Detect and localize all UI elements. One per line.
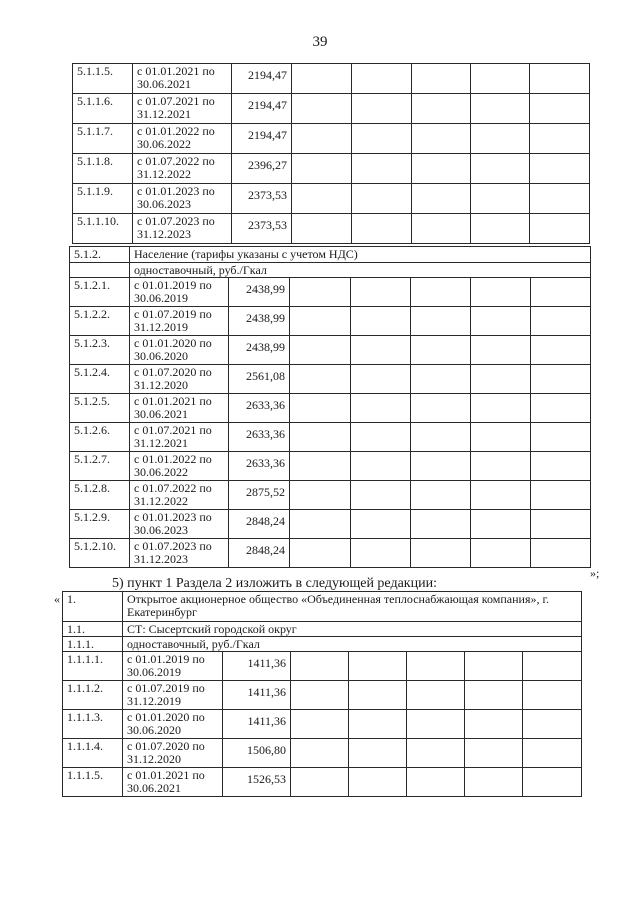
- empty-cell: [407, 681, 465, 710]
- empty-cell: [352, 154, 412, 184]
- row-period: с 01.01.2019 по 30.06.2019: [123, 652, 223, 681]
- empty-cell: [412, 154, 471, 184]
- empty-cell: [291, 652, 349, 681]
- row-code: 1.1.1.1.: [63, 652, 123, 681]
- table-row: [70, 510, 591, 539]
- table-row: [70, 423, 591, 452]
- empty-cell: [411, 423, 471, 452]
- empty-cell: [465, 652, 523, 681]
- table-row: [70, 307, 591, 336]
- empty-cell: [290, 394, 351, 423]
- row-value: 2561,08: [229, 365, 290, 394]
- empty-cell: [531, 307, 591, 336]
- table-row: [73, 184, 590, 214]
- empty-cell: [290, 452, 351, 481]
- empty-cell: [351, 365, 411, 394]
- row-code: 1.1.1.2.: [63, 681, 123, 710]
- row-code: 5.1.2.2.: [70, 307, 130, 336]
- tariff-table-5-1-2: [69, 246, 591, 568]
- row-period: с 01.07.2019 по 31.12.2019: [130, 307, 229, 336]
- table-row: [63, 652, 582, 681]
- header-code: 1.1.1.: [63, 637, 123, 652]
- row-period: с 01.01.2023 по 30.06.2023: [133, 184, 232, 214]
- empty-cell: [411, 307, 471, 336]
- empty-cell: [351, 307, 411, 336]
- row-period: с 01.07.2021 по 31.12.2021: [130, 423, 229, 452]
- empty-cell: [351, 452, 411, 481]
- table-row: [73, 214, 590, 244]
- empty-cell: [471, 94, 530, 124]
- empty-cell: [411, 365, 471, 394]
- empty-cell: [530, 94, 590, 124]
- section-subrow: [70, 263, 591, 278]
- row-value: 1411,36: [223, 681, 291, 710]
- table-row: [63, 710, 582, 739]
- row-code: 5.1.1.5.: [73, 64, 133, 94]
- row-value: 2373,53: [232, 214, 292, 244]
- empty-cell: [411, 394, 471, 423]
- empty-cell: [291, 710, 349, 739]
- empty-cell: [411, 336, 471, 365]
- empty-cell: [407, 652, 465, 681]
- empty-cell: [530, 124, 590, 154]
- table-row: [63, 768, 582, 797]
- table-row: [73, 64, 590, 94]
- header-code: 1.1.: [63, 622, 123, 637]
- header-label: Открытое акционерное общество «Объединенная теплоснабжающая компания», г. Екатеринбург: [123, 592, 582, 622]
- empty-cell: [292, 154, 352, 184]
- row-code: 5.1.2.3.: [70, 336, 130, 365]
- row-value: 2194,47: [232, 94, 292, 124]
- empty-cell: [530, 214, 590, 244]
- table-row: [63, 739, 582, 768]
- row-value: 2396,27: [232, 154, 292, 184]
- empty-cell: [411, 539, 471, 568]
- table-row: [63, 681, 582, 710]
- row-value: 1506,80: [223, 739, 291, 768]
- row-period: с 01.01.2023 по 30.06.2023: [130, 510, 229, 539]
- empty-cell: [349, 739, 407, 768]
- row-code: 5.1.2.1.: [70, 278, 130, 307]
- table-row: [70, 539, 591, 568]
- empty-cell: [523, 710, 582, 739]
- empty-cell: [530, 64, 590, 94]
- empty-cell: [290, 336, 351, 365]
- empty-cell: [471, 214, 530, 244]
- row-code: 1.1.1.5.: [63, 768, 123, 797]
- empty-cell: [471, 394, 531, 423]
- empty-cell: [465, 739, 523, 768]
- empty-cell: [292, 214, 352, 244]
- tariff-table-1: [62, 591, 582, 797]
- empty-cell: [471, 336, 531, 365]
- row-code: 1.1.1.4.: [63, 739, 123, 768]
- row-value: 2633,36: [229, 394, 290, 423]
- row-code: 5.1.2.4.: [70, 365, 130, 394]
- empty-cell: [291, 681, 349, 710]
- empty-cell: [290, 510, 351, 539]
- page-number: 39: [312, 34, 328, 50]
- empty-cell: [412, 94, 471, 124]
- empty-cell: [471, 64, 530, 94]
- table-row: [70, 336, 591, 365]
- empty-cell: [407, 710, 465, 739]
- row-period: с 01.01.2020 по 30.06.2020: [123, 710, 223, 739]
- empty-cell: [290, 539, 351, 568]
- table-row: [73, 154, 590, 184]
- empty-cell: [471, 278, 531, 307]
- row-period: с 01.07.2020 по 31.12.2020: [123, 739, 223, 768]
- empty-cell: [471, 452, 531, 481]
- empty-cell: [471, 365, 531, 394]
- row-value: 2633,36: [229, 423, 290, 452]
- row-code: 5.1.2.10.: [70, 539, 130, 568]
- table-row: [70, 365, 591, 394]
- row-code: 1.1.1.3.: [63, 710, 123, 739]
- empty-cell: [531, 365, 591, 394]
- empty-cell: [530, 154, 590, 184]
- section-sublabel: одноставочный, руб./Гкал: [130, 263, 591, 278]
- empty-cell: [351, 423, 411, 452]
- empty-cell: [351, 510, 411, 539]
- empty-cell: [407, 739, 465, 768]
- empty-cell: [290, 481, 351, 510]
- empty-cell: [465, 768, 523, 797]
- empty-cell: [349, 652, 407, 681]
- header-label: СТ: Сысертский городской округ: [123, 622, 582, 637]
- empty-cell: [531, 452, 591, 481]
- empty-cell: [465, 710, 523, 739]
- row-code: 5.1.2.8.: [70, 481, 130, 510]
- tariff-table-5-1-1: [72, 63, 590, 244]
- empty-cell: [531, 394, 591, 423]
- empty-cell: [291, 768, 349, 797]
- empty-cell: [471, 510, 531, 539]
- empty-cell: [531, 510, 591, 539]
- row-value: 2438,99: [229, 307, 290, 336]
- row-period: с 01.01.2022 по 30.06.2022: [130, 452, 229, 481]
- row-period: с 01.07.2022 по 31.12.2022: [130, 481, 229, 510]
- empty-cell: [351, 278, 411, 307]
- empty-cell: [290, 278, 351, 307]
- row-code: 5.1.1.6.: [73, 94, 133, 124]
- table-row: [70, 452, 591, 481]
- row-period: с 01.01.2019 по 30.06.2019: [130, 278, 229, 307]
- section-row: [70, 247, 591, 263]
- header-label: одноставочный, руб./Гкал: [123, 637, 582, 652]
- empty-cell: [407, 768, 465, 797]
- row-value: 1411,36: [223, 652, 291, 681]
- section-sub-code-cell: [70, 263, 130, 278]
- section-code: 5.1.2.: [70, 247, 130, 263]
- empty-cell: [471, 423, 531, 452]
- row-value: 2875,52: [229, 481, 290, 510]
- row-period: с 01.01.2020 по 30.06.2020: [130, 336, 229, 365]
- empty-cell: [531, 539, 591, 568]
- empty-cell: [471, 184, 530, 214]
- empty-cell: [349, 768, 407, 797]
- row-code: 5.1.1.8.: [73, 154, 133, 184]
- empty-cell: [412, 184, 471, 214]
- table-row: [73, 124, 590, 154]
- empty-cell: [290, 423, 351, 452]
- empty-cell: [465, 681, 523, 710]
- empty-cell: [292, 184, 352, 214]
- row-code: 5.1.2.9.: [70, 510, 130, 539]
- empty-cell: [471, 539, 531, 568]
- empty-cell: [411, 481, 471, 510]
- row-code: 5.1.1.9.: [73, 184, 133, 214]
- row-value: 2194,47: [232, 64, 292, 94]
- section-label: Население (тарифы указаны с учетом НДС): [130, 247, 591, 263]
- empty-cell: [291, 739, 349, 768]
- table-row: [70, 481, 591, 510]
- empty-cell: [412, 64, 471, 94]
- empty-cell: [411, 510, 471, 539]
- table-row: [70, 394, 591, 423]
- empty-cell: [412, 124, 471, 154]
- row-period: с 01.07.2021 по 31.12.2021: [133, 94, 232, 124]
- empty-cell: [351, 539, 411, 568]
- empty-cell: [292, 64, 352, 94]
- row-value: 2848,24: [229, 539, 290, 568]
- table-row: [70, 278, 591, 307]
- header-code: 1.: [63, 592, 123, 622]
- empty-cell: [352, 64, 412, 94]
- header-row: [63, 592, 582, 622]
- empty-cell: [411, 278, 471, 307]
- empty-cell: [523, 739, 582, 768]
- empty-cell: [290, 365, 351, 394]
- empty-cell: [351, 336, 411, 365]
- row-period: с 01.07.2022 по 31.12.2022: [133, 154, 232, 184]
- header-row: [63, 622, 582, 637]
- empty-cell: [351, 394, 411, 423]
- empty-cell: [290, 307, 351, 336]
- row-value: 2194,47: [232, 124, 292, 154]
- closing-quote: »;: [590, 566, 600, 580]
- empty-cell: [471, 481, 531, 510]
- empty-cell: [471, 154, 530, 184]
- row-period: с 01.07.2020 по 31.12.2020: [130, 365, 229, 394]
- row-code: 5.1.2.7.: [70, 452, 130, 481]
- row-period: с 01.01.2021 по 30.06.2021: [123, 768, 223, 797]
- empty-cell: [412, 214, 471, 244]
- empty-cell: [530, 184, 590, 214]
- empty-cell: [523, 681, 582, 710]
- empty-cell: [531, 278, 591, 307]
- row-value: 2438,99: [229, 336, 290, 365]
- empty-cell: [471, 307, 531, 336]
- empty-cell: [349, 710, 407, 739]
- row-code: 5.1.2.5.: [70, 394, 130, 423]
- row-period: с 01.01.2021 по 30.06.2021: [130, 394, 229, 423]
- empty-cell: [531, 336, 591, 365]
- row-value: 2633,36: [229, 452, 290, 481]
- row-code: 5.1.2.6.: [70, 423, 130, 452]
- amendment-text: 5) пункт 1 Раздела 2 изложить в следующей редакции:: [112, 576, 437, 591]
- header-row: [63, 637, 582, 652]
- row-code: 5.1.1.10.: [73, 214, 133, 244]
- empty-cell: [471, 124, 530, 154]
- table-row: [73, 94, 590, 124]
- row-code: 5.1.1.7.: [73, 124, 133, 154]
- row-value: 2373,53: [232, 184, 292, 214]
- empty-cell: [352, 94, 412, 124]
- row-value: 2438,99: [229, 278, 290, 307]
- row-value: 2848,24: [229, 510, 290, 539]
- empty-cell: [349, 681, 407, 710]
- empty-cell: [351, 481, 411, 510]
- opening-quote: «: [54, 592, 60, 606]
- empty-cell: [411, 452, 471, 481]
- row-period: с 01.07.2023 по 31.12.2023: [130, 539, 229, 568]
- empty-cell: [523, 768, 582, 797]
- empty-cell: [352, 214, 412, 244]
- empty-cell: [531, 481, 591, 510]
- empty-cell: [523, 652, 582, 681]
- empty-cell: [292, 124, 352, 154]
- row-value: 1411,36: [223, 710, 291, 739]
- empty-cell: [352, 124, 412, 154]
- row-period: с 01.07.2019 по 31.12.2019: [123, 681, 223, 710]
- empty-cell: [352, 184, 412, 214]
- empty-cell: [531, 423, 591, 452]
- row-value: 1526,53: [223, 768, 291, 797]
- empty-cell: [292, 94, 352, 124]
- row-period: с 01.01.2022 по 30.06.2022: [133, 124, 232, 154]
- row-period: с 01.01.2021 по 30.06.2021: [133, 64, 232, 94]
- row-period: с 01.07.2023 по 31.12.2023: [133, 214, 232, 244]
